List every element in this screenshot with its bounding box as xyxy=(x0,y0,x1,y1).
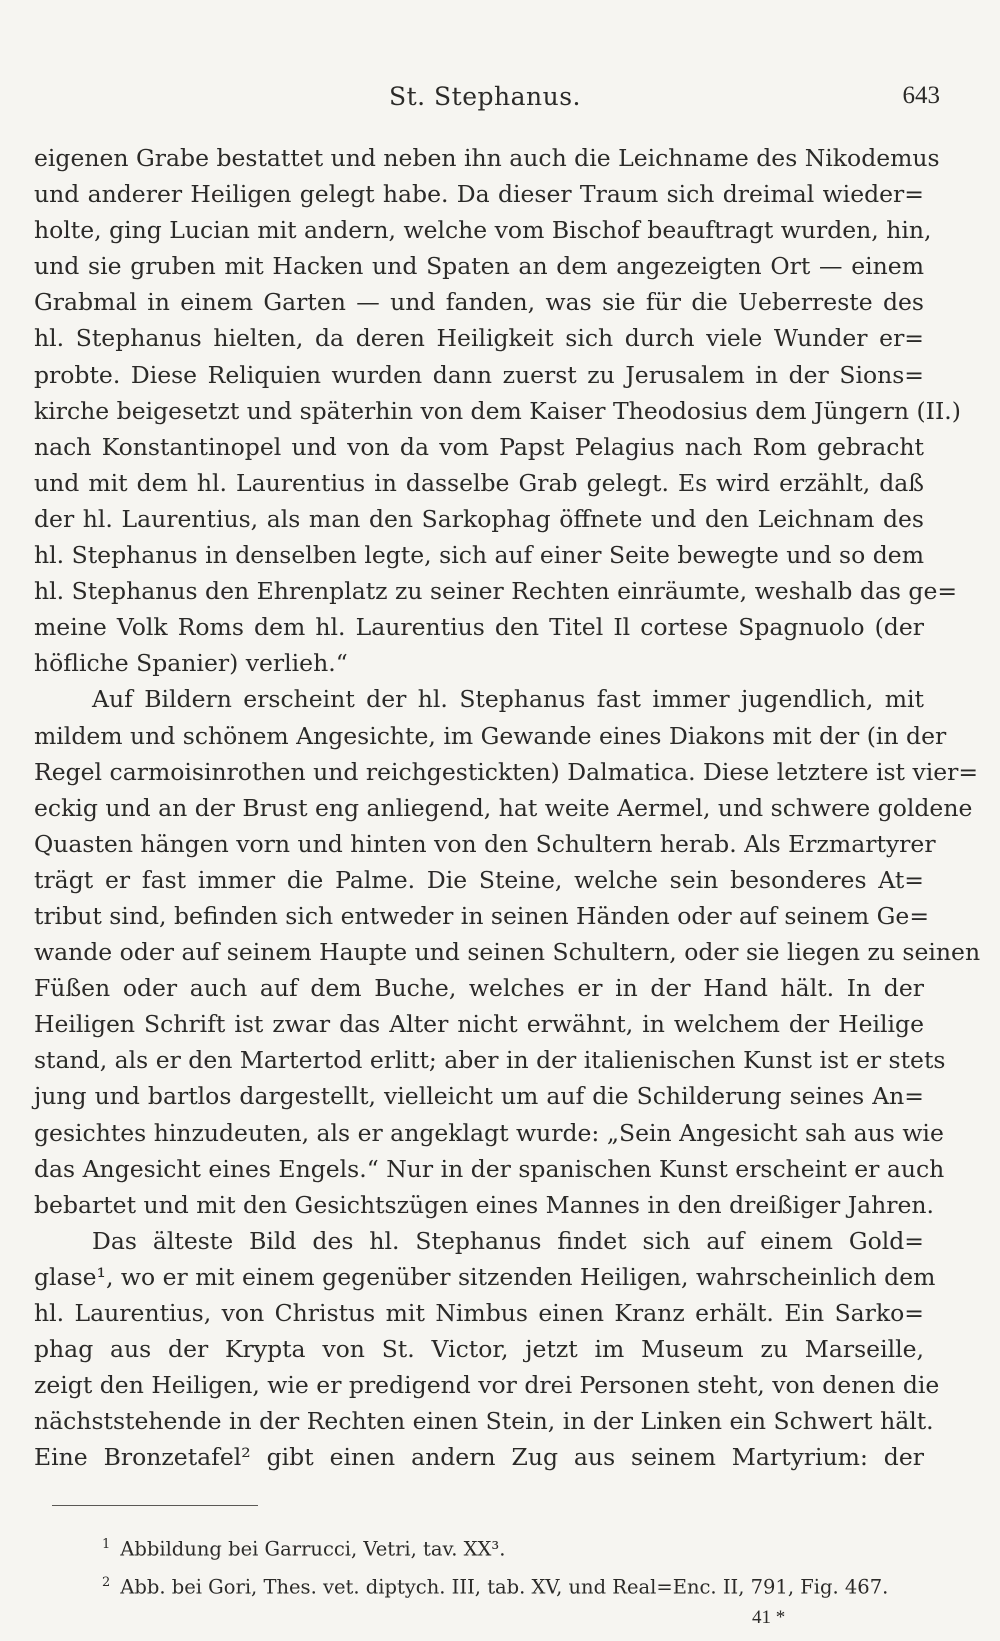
text-line: trägt er fast immer die Palme. Die Steine, welche sein besonderes At= xyxy=(34,865,924,894)
text-line: hl. Stephanus in denselben legte, sich auf einer Seite bewegte und so dem xyxy=(34,541,924,570)
text-line: und sie gruben mit Hacken und Spaten an dem angezeigten Ort — einem xyxy=(34,252,924,281)
text-line: glase¹, wo er mit einem gegenüber sitzenden Heiligen, wahrscheinlich dem xyxy=(34,1262,936,1291)
text-line: der hl. Laurentius, als man den Sarkophag öffnete und den Leichnam des xyxy=(34,504,924,533)
footnote-text: Abbildung bei Garrucci, Vetri, tav. XX³. xyxy=(120,1537,506,1561)
text-line: mildem und schönem Angesichte, im Gewande eines Diakons mit der (in der xyxy=(34,721,947,750)
text-line: eckig und an der Brust eng anliegend, hat weite Aermel, und schwere goldene xyxy=(34,793,973,822)
body-text xyxy=(34,140,981,1475)
footnotes xyxy=(102,1528,932,1603)
footnote xyxy=(102,1528,932,1566)
footnote-divider xyxy=(52,1505,258,1506)
text-line: jung und bartlos dargestellt, vielleicht um auf die Schilderung seines An= xyxy=(34,1082,924,1111)
page-number: 643 xyxy=(902,82,940,109)
text-line: nächststehende in der Rechten einen Stein, in der Linken ein Schwert hält. xyxy=(34,1407,934,1436)
text-line: stand, als er den Martertod erlitt; aber in der italienischen Kunst ist er stets xyxy=(34,1046,946,1075)
text-line: Das älteste Bild des hl. Stephanus findet sich auf einem Gold= xyxy=(92,1226,924,1255)
text-line: bebartet und mit den Gesichtszügen eines Mannes in den dreißiger Jahren. xyxy=(34,1190,935,1219)
signature-mark: 41 * xyxy=(752,1607,786,1628)
text-line: zeigt den Heiligen, wie er predigend vor drei Personen steht, von denen die xyxy=(34,1371,940,1400)
running-title: St. Stephanus. xyxy=(388,82,582,111)
text-line: hl. Stephanus hielten, da deren Heiligkeit sich durch viele Wunder er= xyxy=(34,324,924,353)
text-line: meine Volk Roms dem hl. Laurentius den Titel Il cortese Spagnuolo (der xyxy=(34,613,924,642)
text-line: eigenen Grabe bestattet und neben ihn auch die Leichname des Nikodemus xyxy=(34,144,940,172)
text-line: Eine Bronzetafel² gibt einen andern Zug aus seinem Martyrium: der xyxy=(34,1443,924,1472)
footnote-marker: 2 xyxy=(102,1574,111,1590)
page-header xyxy=(30,82,940,122)
text-line: Quasten hängen vorn und hinten von den Schultern herab. Als Erzmartyrer xyxy=(34,829,936,858)
text-line: das Angesicht eines Engels.“ Nur in der spanischen Kunst erscheint er auch xyxy=(34,1154,945,1183)
footnote-text: Abb. bei Gori, Thes. vet. diptych. III, tab. XV, und Real=Enc. II, 791, Fig. 467. xyxy=(120,1575,889,1598)
footnote-marker: 1 xyxy=(102,1537,111,1552)
text-line: tribut sind, befinden sich entweder in seinen Händen oder auf seinem Ge= xyxy=(34,901,930,930)
text-line: hl. Laurentius, von Christus mit Nimbus einen Kranz erhält. Ein Sarko= xyxy=(34,1299,924,1327)
text-line: Grabmal in einem Garten — und fanden, was sie für die Ueberreste des xyxy=(34,288,924,317)
text-line: nach Konstantinopel und von da vom Papst Pelagius nach Rom gebracht xyxy=(34,432,924,461)
text-line: wande oder auf seinem Haupte und seinen Schultern, oder sie liegen zu seinen xyxy=(34,938,981,967)
text-line: Füßen oder auch auf dem Buche, welches er in der Hand hält. In der xyxy=(34,974,924,1003)
text-line: Heiligen Schrift ist zwar das Alter nicht erwähnt, in welchem der Heilige xyxy=(34,1010,924,1039)
footnote xyxy=(102,1566,932,1604)
text-line: phag aus der Krypta von St. Victor, jetzt im Museum zu Marseille, xyxy=(34,1335,924,1364)
text-line: kirche beigesetzt und späterhin von dem Kaiser Theodosius dem Jüngern (II.) xyxy=(34,396,961,425)
text-line: Auf Bildern erscheint der hl. Stephanus fast immer jugendlich, mit xyxy=(92,685,924,714)
text-line: Regel carmoisinrothen und reichgestickten) Dalmatica. Diese letztere ist vier= xyxy=(34,757,979,786)
text-line: und anderer Heiligen gelegt habe. Da dieser Traum sich dreimal wieder= xyxy=(34,180,924,209)
text-line: und mit dem hl. Laurentius in dasselbe Grab gelegt. Es wird erzählt, daß xyxy=(34,468,924,497)
text-line: gesichtes hinzudeuten, als er angeklagt wurde: „Sein Angesicht sah aus wie xyxy=(34,1118,944,1147)
text-line: holte, ging Lucian mit andern, welche vom Bischof beauftragt wurden, hin, xyxy=(34,216,932,245)
text-line: höfliche Spanier) verlieh.“ xyxy=(34,649,348,678)
text-line: hl. Stephanus den Ehrenplatz zu seiner Rechten einräumte, weshalb das ge= xyxy=(34,577,958,606)
text-line: probte. Diese Reliquien wurden dann zuerst zu Jerusalem in der Sions= xyxy=(34,360,924,389)
